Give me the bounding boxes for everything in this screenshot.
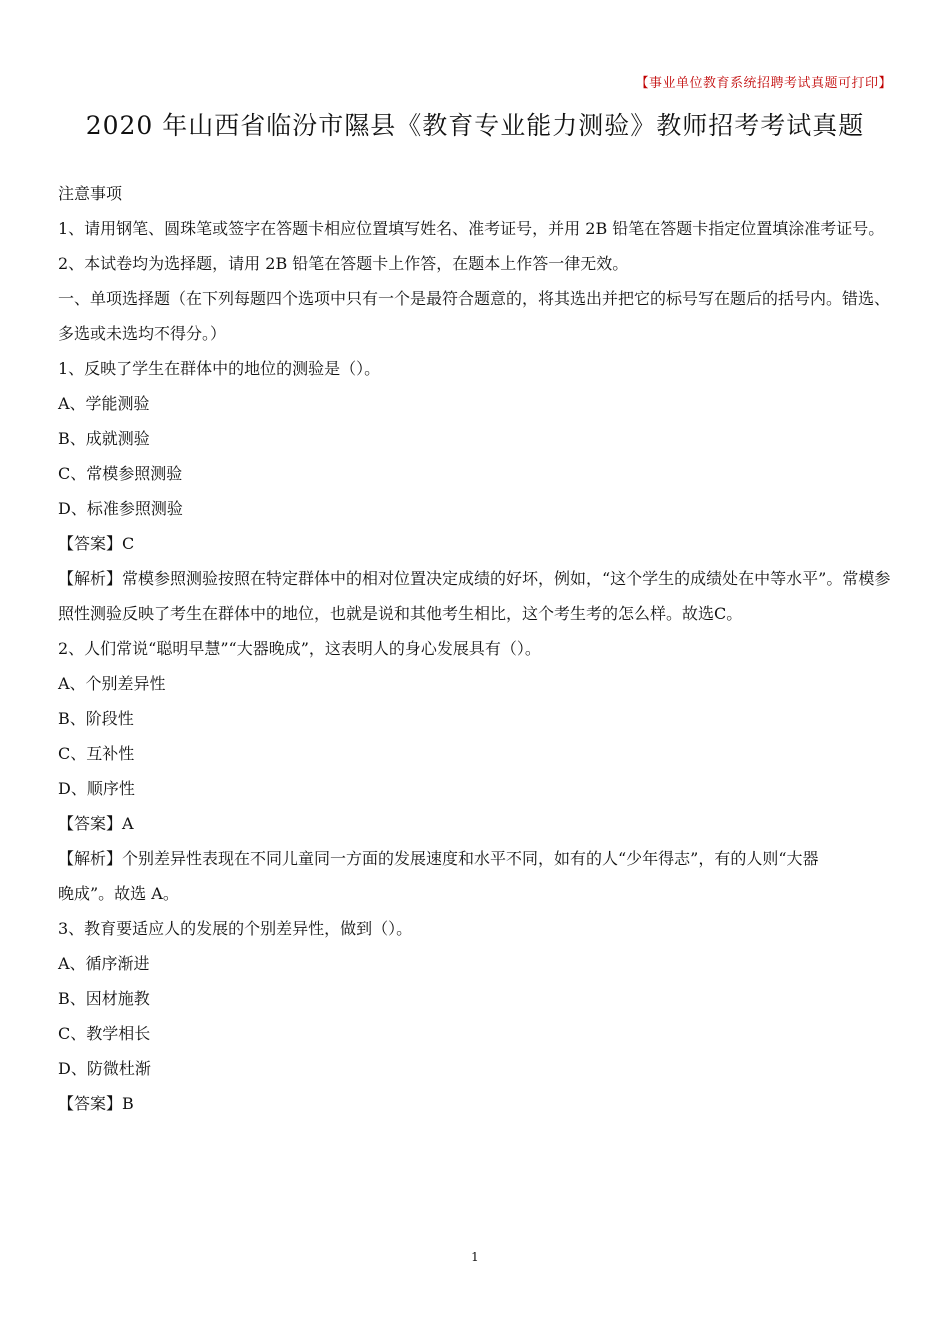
question-2-option-a: A、个别差异性 — [58, 674, 166, 693]
question-1-option-c: C、常模参照测验 — [58, 464, 183, 483]
notes-heading: 注意事项 — [58, 184, 123, 203]
header-tag: 【事业单位教育系统招聘考试真题可打印】 — [635, 76, 892, 91]
question-2-stem: 2、人们常说“聪明早慧”“大器晚成”，这表明人的身心发展具有（）。 — [58, 639, 541, 658]
page-number: 1 — [471, 1250, 479, 1264]
notes-item-1: 1、请用钢笔、圆珠笔或签字在答题卡相应位置填写姓名、准考证号，并用 2B 铅笔在答题卡指定位置填涂准考证号。 — [58, 219, 885, 238]
question-2-analysis-line-2: 晚成”。故选 A。 — [58, 884, 179, 903]
question-2-answer: 【答案】A — [58, 814, 134, 833]
question-3-stem: 3、教育要适应人的发展的个别差异性，做到（）。 — [58, 919, 413, 938]
question-1-stem: 1、反映了学生在群体中的地位的测验是（）。 — [58, 359, 381, 378]
question-1-answer: 【答案】C — [58, 534, 135, 553]
question-2-option-c: C、互补性 — [58, 744, 135, 763]
question-2-analysis-line-1: 【解析】个别差异性表现在不同儿童同一方面的发展速度和水平不同，如有的人“少年得志”，有的人则“大器 — [58, 849, 819, 868]
section-heading: 一、单项选择题（在下列每题四个选项中只有一个是最符合题意的，将其选出并把它的标号写在题后的括号内。错选、多选或未选均不得分。） — [58, 289, 891, 343]
question-2-option-b: B、阶段性 — [58, 709, 134, 728]
question-3-answer: 【答案】B — [58, 1094, 134, 1113]
document-title: 2020 年山西省临汾市隰县《教育专业能力测验》教师招考考试真题 — [85, 111, 865, 140]
question-1-option-a: A、学能测验 — [58, 394, 150, 413]
question-3-option-b: B、因材施教 — [58, 989, 150, 1008]
question-1-option-b: B、成就测验 — [58, 429, 150, 448]
document-body — [58, 176, 896, 1121]
question-2-option-d: D、顺序性 — [58, 779, 135, 798]
notes-item-2: 2、本试卷均为选择题，请用 2B 铅笔在答题卡上作答，在题本上作答一律无效。 — [58, 254, 629, 273]
question-3-option-d: D、防微杜渐 — [58, 1059, 151, 1078]
question-3-option-a: A、循序渐进 — [58, 954, 150, 973]
question-1-option-d: D、标准参照测验 — [58, 499, 183, 518]
question-3-option-c: C、教学相长 — [58, 1024, 151, 1043]
question-1-analysis: 【解析】常模参照测验按照在特定群体中的相对位置决定成绩的好坏，例如，“这个学生的成绩处在中等水平”。常模参照性测验反映了考生在群体中的地位，也就是说和其他考生相比，这个考生考的怎么样。故选C。 — [58, 569, 891, 623]
